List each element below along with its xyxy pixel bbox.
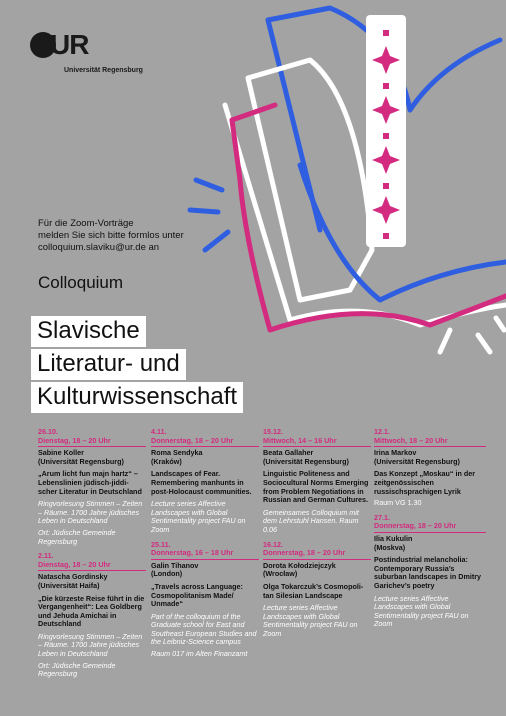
event-time: Dienstag, 18 – 20 Uhr — [38, 435, 111, 445]
event-location: Ort: Jüdische Gemeinde Regensburg — [38, 660, 116, 679]
event-date: 15.12. — [263, 427, 283, 436]
event-divider — [151, 559, 259, 560]
zoom-note-line: Für die Zoom-Vorträge — [38, 218, 134, 229]
event-location: Ort: Jüdische Gemeinde Regensburg — [38, 527, 116, 546]
ray-1 — [196, 180, 222, 190]
event-affiliation: (Wrocław) — [263, 569, 298, 579]
event-affiliation: (Kraków) — [151, 456, 182, 466]
event-note: Ringvorlesung Stimmen – Zeiten – Räume. 1700 Jahre jüdisches Leben in Deutschland — [38, 631, 143, 659]
title-line-3: Kulturwissenschaft — [31, 382, 243, 413]
event-time: Donnerstag, 18 – 20 Uhr — [263, 548, 346, 558]
event-divider — [151, 446, 259, 447]
event-note: Gemeinsames Colloquium mit dem Lehrstuhl Hansen. Raum 0.06 — [263, 507, 359, 534]
event-title: „Arum licht fun majn hartz“ – Lebenslinien jüdisch-jiddi-scher Literatur in Deutschland — [38, 469, 142, 496]
event-column-4 — [374, 428, 486, 635]
event-title: Das Konzept „Moskau“ in der zeitgenössischen russischsprachigen Lyrik — [374, 469, 476, 496]
event-time: Mittwoch, 14 – 16 Uhr — [263, 435, 337, 445]
event-item — [38, 428, 146, 546]
event-item — [374, 514, 486, 629]
event-column-3 — [263, 428, 371, 644]
event-divider — [263, 446, 371, 447]
event-speaker: Roma Sendyka — [151, 448, 203, 458]
event-affiliation: (Moskva) — [374, 542, 406, 552]
event-speaker: Galin Tihanov — [151, 560, 199, 570]
zoom-registration-note — [38, 218, 258, 254]
event-note: Lecture series Affective Landscapes with Global Sentimentality project FAU on Zoom — [263, 603, 358, 638]
event-title: Linguistic Politeness and Sociocultural Norms Emerging from Problem Negotiations in Russian and German Cultures. — [263, 469, 369, 505]
event-time: Dienstag, 18 – 20 Uhr — [38, 559, 111, 569]
event-divider — [263, 559, 371, 560]
event-title: „Travels across Language: Cosmopolitanism Made/ Unmade“ — [151, 581, 243, 609]
university-name: Universität Regensburg — [64, 67, 143, 74]
event-time: Donnerstag, 18 – 20 Uhr — [151, 435, 234, 445]
event-item — [151, 428, 259, 535]
event-divider — [38, 570, 146, 571]
event-speaker: Natascha Gordinsky — [38, 572, 108, 582]
event-title: „Die kürzeste Reise führt in die Vergangenheit“: Lea Goldberg und Jehuda Amichai in Deutschland — [38, 593, 145, 629]
event-date: 16.12. — [263, 539, 283, 549]
event-date: 25.11. — [151, 539, 171, 549]
ray-6 — [496, 318, 504, 330]
event-note: Lecture series Affective Landscapes with Global Sentimentality project FAU on Zoom — [374, 593, 469, 629]
event-speaker: Irina Markov — [374, 448, 417, 458]
event-speaker: Ilia Kukulin — [374, 533, 413, 543]
event-divider — [374, 532, 486, 533]
event-note: Ringvorlesung Stimmen – Zeiten – Räume. 1700 Jahre jüdisches Leben in Deutschland — [38, 499, 143, 526]
logo-letters: UR — [50, 29, 89, 60]
event-time: Donnerstag, 18 – 20 Uhr — [374, 521, 457, 531]
event-room: Raum VG 1.30 — [374, 498, 422, 508]
title-line-1: Slavische — [31, 316, 146, 347]
event-date: 2.11. — [38, 551, 54, 561]
event-item — [263, 541, 371, 639]
ray-4 — [440, 330, 450, 352]
ray-2 — [190, 210, 218, 212]
white-page-lower — [225, 105, 506, 325]
zoom-note-email: colloquium.slaviku@ur.de an — [38, 242, 160, 253]
event-item — [38, 552, 146, 679]
event-date: 26.10. — [38, 427, 58, 436]
event-time: Mittwoch, 18 – 20 Uhr — [374, 435, 448, 445]
zoom-note-line: melden Sie sich bitte formlos unter — [38, 230, 184, 241]
event-note: Lecture series Affective Landscapes with Global Sentimentality project FAU on Zoom — [151, 499, 246, 534]
event-date: 4.11. — [151, 427, 167, 436]
event-affiliation: (Universität Regensburg) — [38, 456, 124, 466]
event-divider — [374, 446, 486, 447]
event-location: Raum 017 im Alten Finanzamt — [151, 649, 248, 659]
event-note: Part of the colloquium of the Graduate school for East and Southeast European Studies and the Leibniz-Science campus — [151, 611, 257, 647]
event-title: Postindustrial melancholia: Contemporary Russia’s suburban landscapes in Dmitry Garichev’s poetry — [374, 555, 482, 590]
event-speaker: Beata Gallaher — [263, 448, 314, 458]
event-affiliation: (London) — [151, 569, 183, 579]
event-affiliation: (Universität Regensburg) — [374, 456, 460, 466]
event-item — [374, 428, 486, 508]
event-affiliation: (Universität Regensburg) — [263, 456, 349, 466]
colloquium-label: Colloquium — [38, 273, 124, 292]
event-divider — [38, 446, 146, 447]
event-speaker: Sabine Koller — [38, 448, 84, 458]
event-title: Olga Tokarczuk’s Cosmopoli-tan Silesian Landscape — [263, 581, 364, 600]
ray-5 — [478, 335, 490, 352]
event-column-1 — [38, 428, 146, 685]
event-column-2 — [151, 428, 259, 665]
event-date: 27.1. — [374, 512, 390, 522]
event-title: Landscapes of Fear. Remembering manhunts in post-Holocaust communities. — [151, 469, 252, 496]
event-item — [263, 428, 371, 535]
event-item — [151, 541, 259, 659]
event-affiliation: (Universität Haifa) — [38, 580, 100, 590]
event-time: Donnerstag, 16 – 18 Uhr — [151, 548, 234, 558]
event-speaker: Dorota Kołodziejczyk — [263, 560, 336, 570]
title-line-2: Literatur- und — [31, 349, 186, 380]
event-date: 12.1. — [374, 427, 390, 436]
